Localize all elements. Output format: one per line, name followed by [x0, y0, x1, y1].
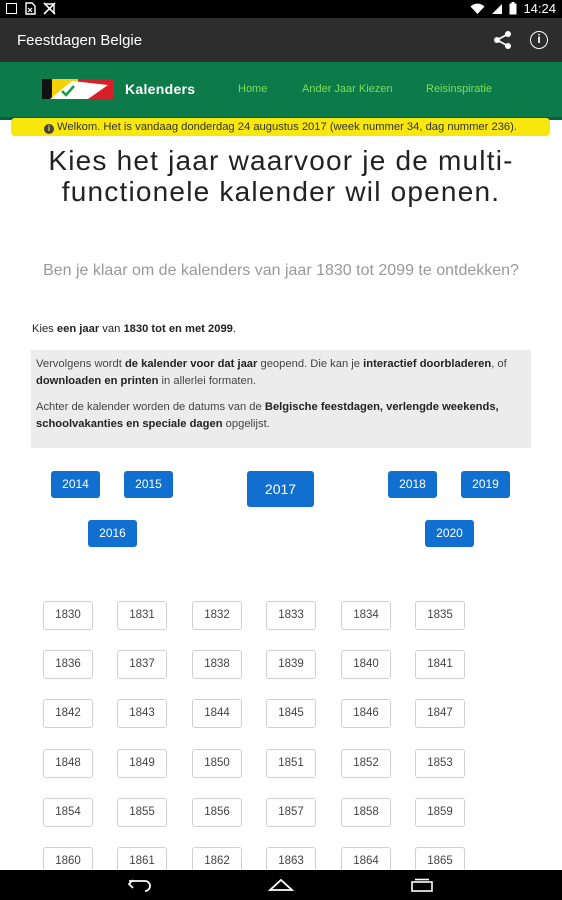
year-grid-button[interactable]: 1845 — [266, 699, 316, 728]
year-grid-button[interactable]: 1849 — [117, 749, 167, 778]
recent-apps-icon[interactable] — [410, 878, 434, 892]
no-sim-icon — [24, 2, 36, 15]
year-button-2015[interactable]: 2015 — [124, 471, 173, 498]
year-grid-button[interactable]: 1839 — [266, 650, 316, 679]
year-grid-button[interactable]: 1857 — [266, 798, 316, 827]
intro-text: Kies een jaar van 1830 tot en met 2099. — [32, 323, 236, 335]
year-grid-button[interactable]: 1860 — [43, 847, 93, 876]
year-grid-button[interactable]: 1834 — [341, 601, 391, 630]
year-button-2016[interactable]: 2016 — [88, 520, 137, 547]
year-grid-button[interactable]: 1830 — [43, 601, 93, 630]
year-grid-button[interactable]: 1851 — [266, 749, 316, 778]
info-box — [31, 350, 531, 448]
year-grid-button[interactable]: 1858 — [341, 798, 391, 827]
gallery-notification-icon — [6, 3, 17, 14]
year-grid-button[interactable]: 1855 — [117, 798, 167, 827]
year-grid-button[interactable]: 1833 — [266, 601, 316, 630]
page-subtitle: Ben je klaar om de kalenders van jaar 1830 tot 2099 te ontdekken? — [43, 262, 519, 279]
welcome-banner — [11, 118, 550, 136]
home-icon[interactable] — [268, 878, 294, 892]
year-grid-button[interactable]: 1854 — [43, 798, 93, 827]
year-grid-button[interactable]: 1831 — [117, 601, 167, 630]
year-button-2018[interactable]: 2018 — [388, 471, 437, 498]
year-button-2014[interactable]: 2014 — [51, 471, 100, 498]
info-icon[interactable]: i — [530, 31, 548, 49]
year-button-2020[interactable]: 2020 — [425, 520, 474, 547]
year-grid-button[interactable]: 1832 — [192, 601, 242, 630]
info-circle-icon: i — [44, 124, 54, 134]
year-grid-button[interactable]: 1864 — [341, 847, 391, 876]
welcome-text: Welkom. Het is vandaag donderdag 24 augustus 2017 (week nummer 34, dag nummer 236). — [57, 121, 517, 133]
year-grid-button[interactable]: 1853 — [415, 749, 465, 778]
year-grid-button[interactable]: 1850 — [192, 749, 242, 778]
year-grid-button[interactable]: 1846 — [341, 699, 391, 728]
year-grid-button[interactable]: 1835 — [415, 601, 465, 630]
year-grid-button[interactable]: 1863 — [266, 847, 316, 876]
year-grid-button[interactable]: 1862 — [192, 847, 242, 876]
system-nav-bar — [0, 870, 562, 900]
year-grid-button[interactable]: 1842 — [43, 699, 93, 728]
wifi-icon — [470, 3, 485, 15]
year-grid-button[interactable]: 1838 — [192, 650, 242, 679]
back-icon[interactable] — [127, 878, 153, 892]
app-title: Feestdagen Belgie — [17, 32, 143, 49]
info-paragraph-2: Achter de kalender worden de datums van de Belgische feestdagen, verlengde weekends, schoolvakanties en speciale dagen opgelijst. — [36, 401, 499, 430]
site-nav — [0, 62, 562, 120]
year-grid-button[interactable]: 1837 — [117, 650, 167, 679]
nav-link-home[interactable]: Home — [238, 83, 268, 95]
share-icon[interactable] — [493, 30, 513, 50]
year-button-2017[interactable]: 2017 — [247, 471, 314, 507]
calendar-logo[interactable] — [42, 77, 114, 101]
nav-link-reisinspiratie[interactable]: Reisinspiratie — [426, 83, 493, 95]
year-grid-button[interactable]: 1848 — [43, 749, 93, 778]
year-button-2019[interactable]: 2019 — [461, 471, 510, 498]
app-bar — [0, 18, 562, 62]
nav-link-ander-jaar-kiezen[interactable]: Ander Jaar Kiezen — [302, 83, 393, 95]
year-grid-button[interactable]: 1861 — [117, 847, 167, 876]
nav-brand[interactable]: Kalenders — [125, 81, 196, 97]
page-title: Kies het jaar waarvoor je de multi-functionele kalender wil openen. — [48, 145, 514, 207]
battery-icon — [509, 2, 517, 15]
year-grid-button[interactable]: 1856 — [192, 798, 242, 827]
year-grid-button[interactable]: 1841 — [415, 650, 465, 679]
info-paragraph-1: Vervolgens wordt de kalender voor dat jaar geopend. Die kan je interactief doorbladeren, of downloaden en printen in allerlei formaten. — [36, 358, 507, 387]
year-grid-button[interactable]: 1865 — [415, 847, 465, 876]
year-grid-button[interactable]: 1859 — [415, 798, 465, 827]
status-bar — [0, 0, 562, 18]
year-grid-button[interactable]: 1836 — [43, 650, 93, 679]
year-grid-button[interactable]: 1844 — [192, 699, 242, 728]
year-grid-button[interactable]: 1843 — [117, 699, 167, 728]
status-time: 14:24 — [523, 1, 556, 16]
year-grid-button[interactable]: 1847 — [415, 699, 465, 728]
year-grid-button[interactable]: 1840 — [341, 650, 391, 679]
year-grid-button[interactable]: 1852 — [341, 749, 391, 778]
signal-icon — [491, 3, 503, 15]
download-notification-icon — [43, 2, 56, 15]
